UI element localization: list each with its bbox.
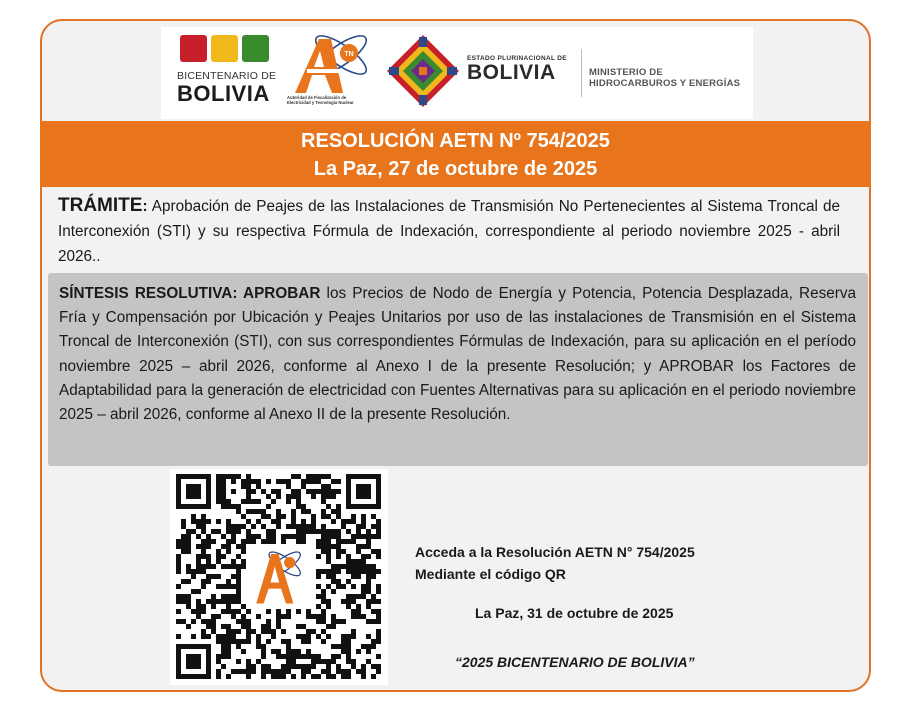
sintesis-text: los Precios de Nodo de Energía y Potencia, Potencia Desplazada, Reserva Fría y Compensación por Ubicación y Peajes Unitarios por uso de las instalaciones de Transmisión en el Sistema Troncal de Interconexión (STI), con sus correspondientes Fórmulas de Indexación, para su aplicación en el período noviembre 2025 – abril 2026, conforme al Anexo I de la presente Resolución; y APROBAR los Factores de Adaptabilidad para la generación de electricidad con Fuentes Alternativas para su aplicación en el periodo noviembre 2025 – abril 2026, conforme al Anexo II de la presente Resolución. <box>59 285 856 424</box>
publication-date: La Paz, 31 de octubre de 2025 <box>475 605 674 621</box>
tramite-text: Aprobación de Peajes de las Instalaciones de Transmisión No Pertenecientes al Sistema Troncal de Interconexión (STI) y su respectiva Fórmula de Indexación, correspondiente al periodo noviembre 2025 - abril 2026.. <box>58 198 840 265</box>
logo-divider <box>581 49 582 97</box>
bicentenario-text: BICENTENARIO DE <box>177 70 277 82</box>
bicentenario-motto: “2025 BICENTENARIO DE BOLIVIA” <box>455 654 695 670</box>
tramite-label: TRÁMITE <box>58 195 143 216</box>
ministerio-text <box>589 67 740 89</box>
qr-code-icon[interactable] <box>170 469 388 685</box>
bicentenario-logo <box>177 35 277 115</box>
bicentenario-red-square <box>180 35 207 62</box>
aetn-caption-line1: Autoridad de Fiscalización de <box>287 95 347 100</box>
resolution-title: RESOLUCIÓN AETN Nº 754/2025 <box>301 130 610 152</box>
bicentenario-bolivia-text: BOLIVIA <box>177 81 270 106</box>
sintesis-section <box>48 273 868 466</box>
aetn-caption-line2: Electricidad y Tecnología Nuclear <box>287 100 354 105</box>
estado-bolivia-text: BOLIVIA <box>467 61 556 84</box>
tramite-colon: : <box>142 198 148 215</box>
ministerio-line1: MINISTERIO DE <box>589 67 663 78</box>
aetn-atom-icon <box>285 31 377 97</box>
qr-code[interactable] <box>170 469 388 685</box>
sintesis-label: SÍNTESIS RESOLUTIVA: APROBAR <box>59 285 321 302</box>
logos-header <box>161 27 753 119</box>
ministerio-line2: HIDROCARBUROS Y ENERGÍAS <box>589 78 741 89</box>
estado-plurinacional-text <box>467 55 567 85</box>
qr-access-line1: Acceda a la Resolución AETN N° 754/2025 <box>415 544 695 560</box>
estado-small-text: ESTADO PLURINACIONAL DE <box>467 55 567 62</box>
resolution-date: La Paz, 27 de octubre de 2025 <box>313 158 598 180</box>
bicentenario-green-square <box>242 35 269 62</box>
svg-text:TN: TN <box>344 51 354 58</box>
resolution-banner <box>40 121 871 187</box>
aetn-logo <box>285 31 377 115</box>
qr-access-text <box>415 541 695 585</box>
bicentenario-yellow-square <box>211 35 238 62</box>
estado-plurinacional-emblem-icon <box>385 33 461 109</box>
tramite-section <box>58 193 840 269</box>
qr-access-line2: Mediante el código QR <box>415 566 566 582</box>
